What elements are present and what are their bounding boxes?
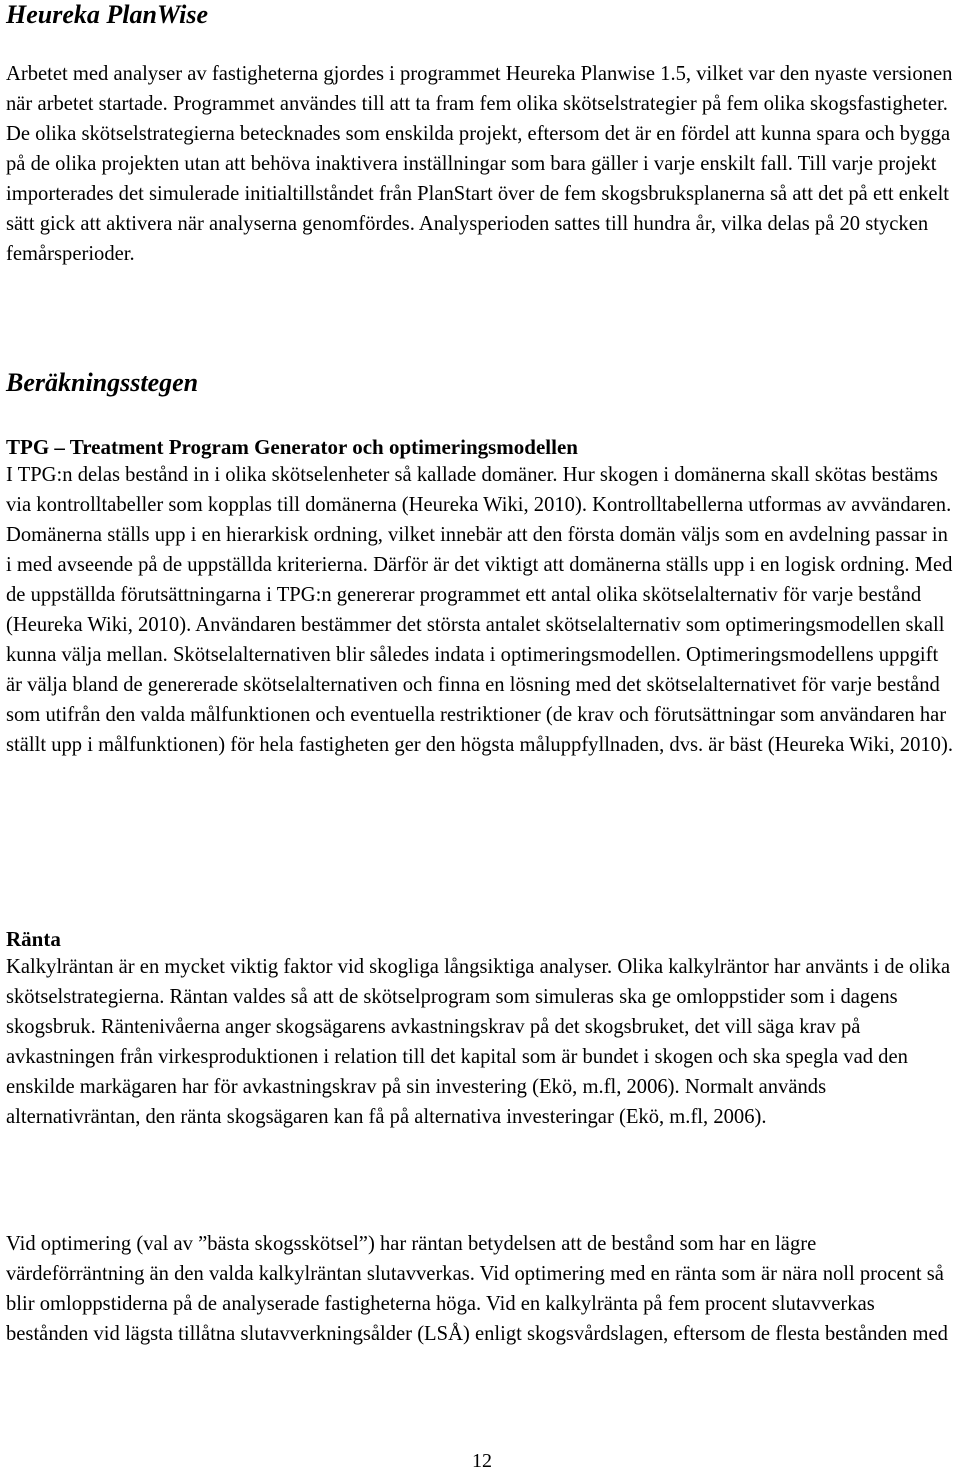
paragraph-ranta-1: Kalkylräntan är en mycket viktig faktor vid skogliga långsiktiga analyser. Olika kalkylräntor har använts i de olika skötselstrategierna. Räntan valdes så att de skötselprogram som simuleras ska ge omloppstider som i dagens skogsbruk. Räntenivåerna anger skogsägarens avkastningskrav på det skogsbruket, det vill säga krav på avkastningen från virkesproduktionen i relation till det kapital som är bundet i skogen och ska spegla vad den enskilde markägaren har för avkastningskrav på sin investering (Ekö, m.fl, 2006). Normalt används alternativräntan, den ränta skogsägaren kan få på alternativa investeringar (Ekö, m.fl, 2006). (6, 956, 951, 1128)
page-number: 12 (472, 1450, 492, 1472)
section-title-berakningsstegen: Beräkningsstegen (6, 368, 199, 397)
paragraph-ranta-2: Vid optimering (val av ”bästa skogsskötsel”) har räntan betydelsen att de bestånd som har en lägre värdeförräntning än den valda kalkylräntan slutavverkas. Vid optimering med en ränta som är nära noll procent så blir omloppstiderna på de analyserade fastigheterna höga. Vid en kalkylränta på fem procent slutavverkas bestånden vid lägsta tillåtna slutavverkningsålder (LSÅ) enligt skogsvårdslagen, eftersom de flesta bestånden med (6, 1233, 948, 1345)
section-title-tpg: TPG – Treatment Program Generator och optimeringsmodellen (6, 435, 578, 459)
paragraph-tpg: I TPG:n delas bestånd in i olika skötselenheter så kallade domäner. Hur skogen i domänerna skall skötas bestäms via kontrolltabeller som kopplas till domänerna (Heureka Wiki, 2010). Kontrolltabellerna utformas av avvändaren. Domänerna ställs upp i en hierarkisk ordning, vilket innebär att den första domän väljs som en avdelning passar in i med avseende på de uppställda kriterierna. Därför är det viktigt att domänerna ställs upp i en logisk ordning. Med de uppställda förutsättningarna i TPG:n genererar programmet ett antal olika skötselalternativ för varje bestånd (Heureka Wiki, 2010). Användaren bestämmer det största antalet skötselalternativ som optimeringsmodellen skall kunna välja mellan. Skötselalternativen blir således indata i optimeringsmodellen. Optimeringsmodellens uppgift är välja bland de genererade skötselalternativen och finna en lösning med det skötselalternativet för varje bestånd som utifrån den valda målfunktionen och eventuella restriktioner (de krav och förutsättningar som användaren har ställt upp i målfunktionen) för hela fastigheten ger den högsta måluppfyllnaden, dvs. är bäst (Heureka Wiki, 2010). (6, 464, 953, 756)
section-title-heureka-planwise: Heureka PlanWise (6, 0, 208, 29)
paragraph-heureka-planwise: Arbetet med analyser av fastigheterna gjordes i programmet Heureka Planwise 1.5, vilket var den nyaste versionen när arbetet startade. Programmet användes till att ta fram fem olika skötselstrategier på fem olika skogsfastigheter. De olika skötselstrategierna betecknades som enskilda projekt, eftersom det är en fördel att kunna spara och bygga på de olika projekten utan att behöva inaktivera inställningar som bara gäller i varje enskilt fall. Till varje projekt importerades det simulerade initialtillståndet från PlanStart över de fem skogsbruksplanerna så att det på ett enkelt sätt gick att aktivera när analyserna genomfördes. Analysperioden sattes till hundra år, vilka delas på 20 stycken femårsperioder. (6, 63, 953, 265)
section-title-ranta: Ränta (6, 927, 61, 951)
